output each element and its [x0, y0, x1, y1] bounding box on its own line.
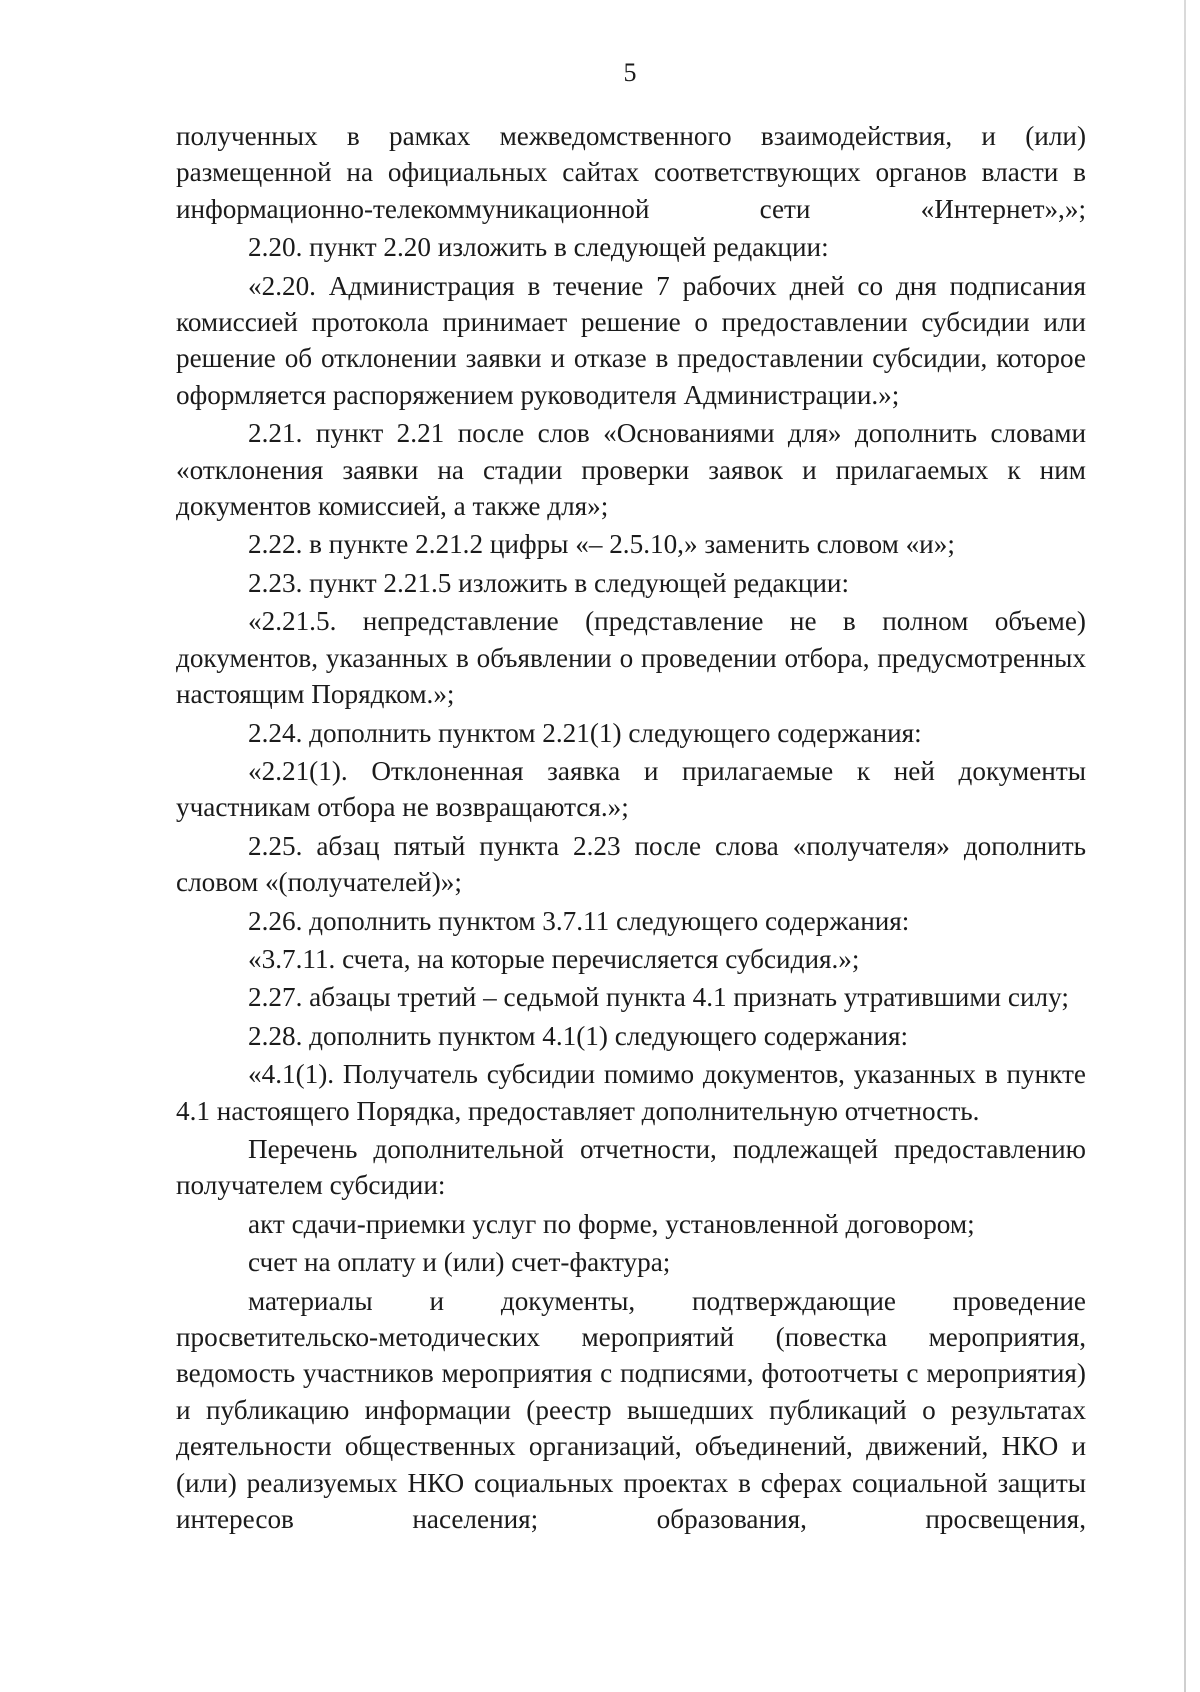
paragraph-item-2-24: 2.24. дополнить пунктом 2.21(1) следующего содержания:: [248, 717, 922, 748]
paragraph-item-2-22: 2.22. в пункте 2.21.2 цифры «– 2.5.10,» заменить словом «и»;: [248, 529, 955, 560]
paragraph-reporting-act: акт сдачи-приемки услуг по форме, установленной договором;: [248, 1208, 975, 1239]
paragraph-item-2-20: 2.20. пункт 2.20 изложить в следующей редакции:: [248, 232, 829, 263]
paragraph-quote-3-7-11: «3.7.11. счета, на которые перечисляется субсидия.»;: [248, 943, 860, 974]
paragraph-reporting-invoice: счет на оплату и (или) счет-фактура;: [248, 1247, 671, 1278]
page-number: 5: [623, 58, 637, 87]
paragraph-quote-2-21-1: «2.21(1). Отклоненная заявка и прилагаемые к ней документы участникам отбора не возвращаются.»;: [176, 755, 1086, 823]
paragraph-item-2-23: 2.23. пункт 2.21.5 изложить в следующей редакции:: [248, 567, 850, 598]
paragraph-quote-2-21-5: «2.21.5. непредставление (представление не в полном объеме) документов, указанных в объявлении о проведении отбора, предусмотренных настоящим Порядком.»;: [176, 606, 1086, 710]
paragraph-item-2-25: 2.25. абзац пятый пункта 2.23 после слова «получателя» дополнить словом «(получателей)»;: [176, 830, 1086, 898]
paragraph-reporting-materials: материалы и документы, подтверждающие проведение просветительско-методических мероприятий (повестка мероприятия, ведомость участников мероприятия с подписями, фотоотчеты с мероприятия) и публикацию информации (реестр вышедших публикаций о результатах деятельности общественных организаций, объединений, движений, НКО и (или) реализуемых НКО социальных проектах в сферах социальной защиты интересов населения; образования, просвещения,: [176, 1285, 1086, 1535]
paragraph-reporting-list-intro: Перечень дополнительной отчетности, подлежащей предоставлению получателем субсидии:: [176, 1133, 1086, 1201]
paragraph-quote-2-20: «2.20. Администрация в течение 7 рабочих дней со дня подписания комиссией протокола принимает решение о предоставлении субсидии или решение об отклонении заявки и отказе в предоставлении субсидии, которое оформляется распоряжением руководителя Администрации.»;: [176, 270, 1086, 410]
paragraph-item-2-27: 2.27. абзацы третий – седьмой пункта 4.1 признать утратившими силу;: [248, 982, 1069, 1013]
scan-edge-shadow: [1184, 0, 1186, 1692]
paragraph-quote-4-1-1: «4.1(1). Получатель субсидии помимо документов, указанных в пункте 4.1 настоящего Порядка, предоставляет дополнительную отчетность.: [176, 1059, 1086, 1126]
paragraph-continuation: полученных в рамках межведомственного взаимодействия, и (или) размещенной на официальных сайтах соответствующих органов власти в информационно-телекоммуникационной сети «Интернет»,»;: [176, 121, 1086, 224]
paragraph-item-2-28: 2.28. дополнить пунктом 4.1(1) следующего содержания:: [248, 1020, 909, 1051]
paragraph-item-2-26: 2.26. дополнить пунктом 3.7.11 следующего содержания:: [248, 905, 910, 936]
paragraph-item-2-21: 2.21. пункт 2.21 после слов «Основаниями для» дополнить словами «отклонения заявки на стадии проверки заявок и прилагаемых к ним документов комиссией, а также для»;: [176, 418, 1086, 522]
document-body: [176, 118, 1086, 1537]
